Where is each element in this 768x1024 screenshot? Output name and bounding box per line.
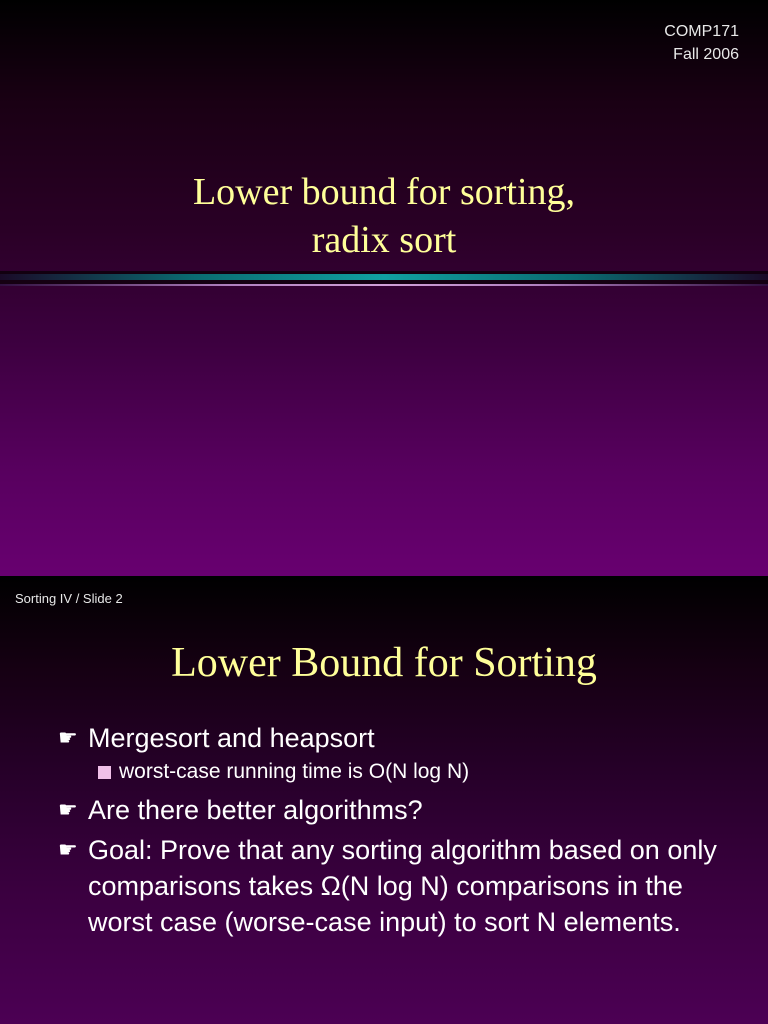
pointing-hand-icon: ☛ <box>58 725 78 750</box>
course-code: COMP171 <box>664 23 739 40</box>
slide-label: Sorting IV / Slide 2 <box>15 591 123 606</box>
square-icon <box>98 766 111 779</box>
bullet-item <box>58 792 738 828</box>
pointing-hand-icon: ☛ <box>58 837 78 862</box>
sub-bullet-text: worst-case running time is O(N log N) <box>119 760 470 783</box>
sub-bullet-item <box>98 758 738 786</box>
slide-2-title: Lower Bound for Sorting <box>171 640 597 686</box>
slide-2 <box>0 576 768 1024</box>
bullet-text: Mergesort and heapsort <box>88 723 375 753</box>
slide-1-title <box>0 168 768 264</box>
course-term: Fall 2006 <box>673 46 739 63</box>
slide-1-title-line-1: Lower bound for sorting, <box>192 171 576 213</box>
pointing-hand-icon: ☛ <box>58 797 78 822</box>
slide-1-title-line-2: radix sort <box>311 219 457 261</box>
bullet-text: Goal: Prove that any sorting algorithm based on only comparisons takes Ω(N log N) comparisons in the worst case (worse-case input) to sort N elements. <box>88 835 717 937</box>
course-info <box>664 20 739 66</box>
divider-pink-line <box>0 284 768 286</box>
bullet-text: Are there better algorithms? <box>88 795 423 825</box>
bullet-item <box>58 832 738 940</box>
bullet-item <box>58 720 738 756</box>
bullet-list <box>58 720 738 940</box>
